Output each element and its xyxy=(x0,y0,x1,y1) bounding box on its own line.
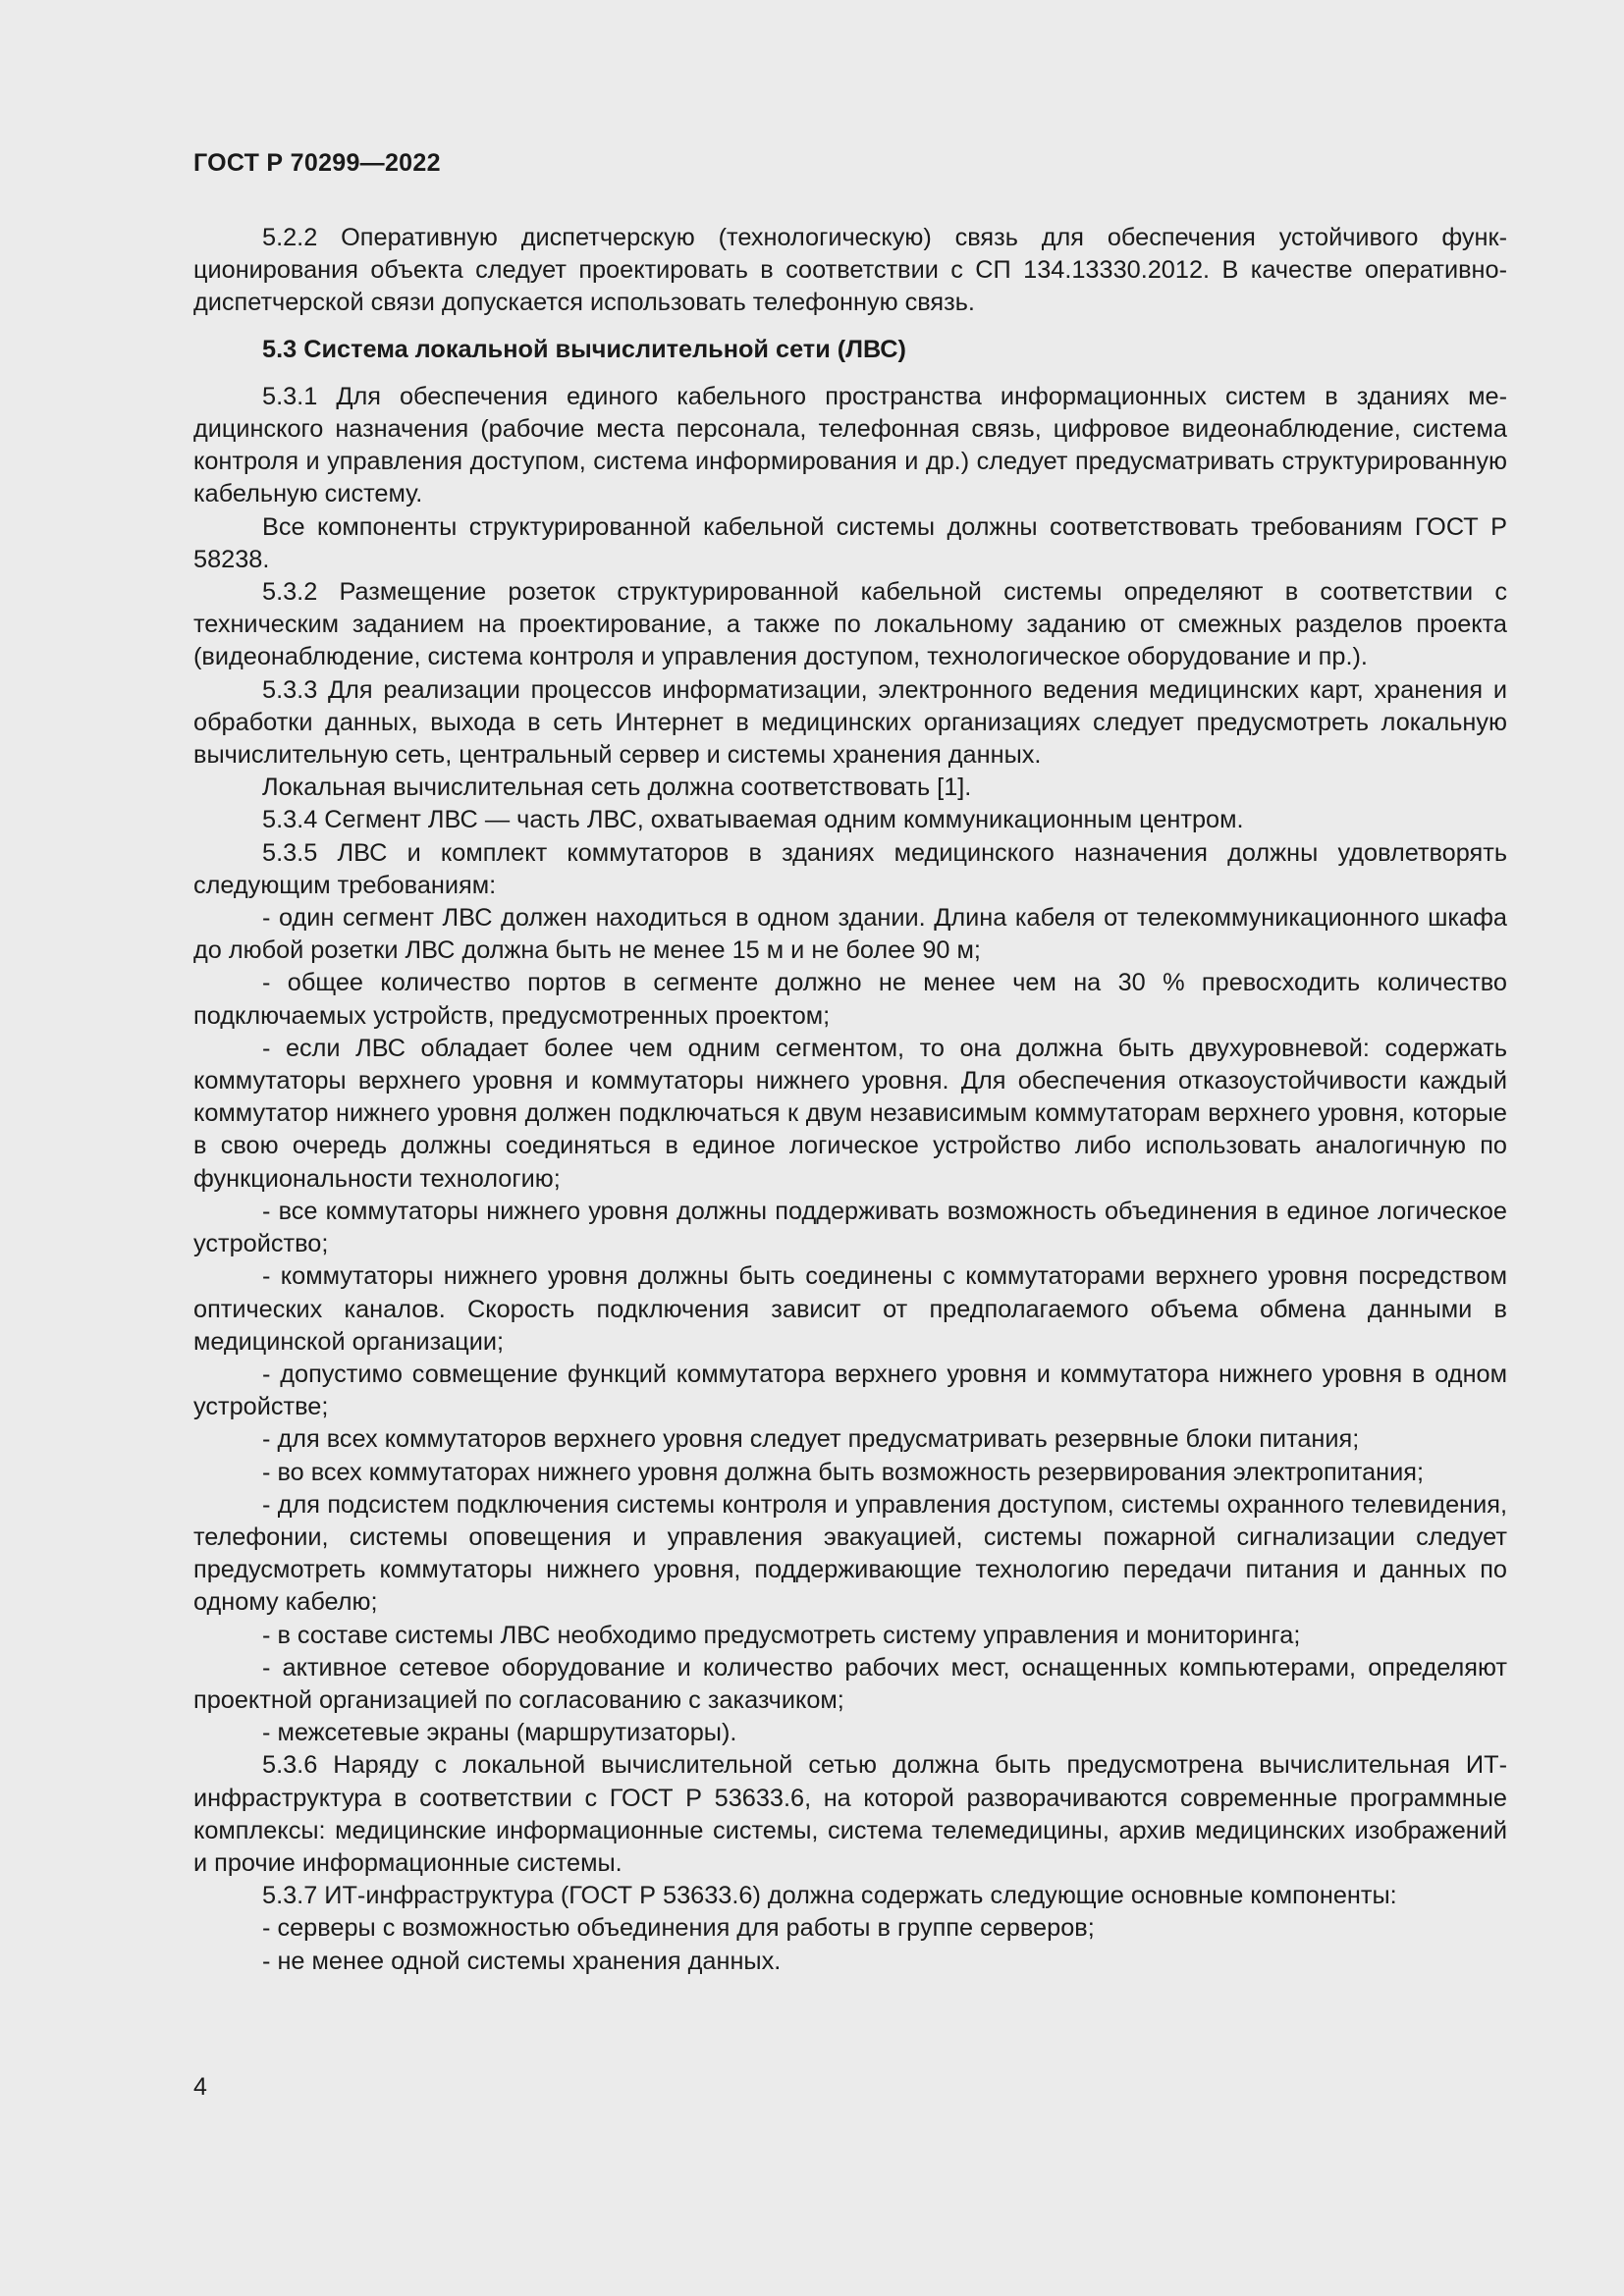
paragraph-5-3-2: 5.3.2 Размещение розеток структурированной кабельной системы определяют в соответствии с техническим заданием на проектирование, а также по локальному заданию от смежных разделов проекта (видеонаблюдение, система контроля и управления доступом, технологическое оборудование и пр.). xyxy=(193,578,1507,671)
list-item: - для подсистем подключения системы контроля и управления доступом, системы охранного телевидения, телефонии, системы оповещения и управления эвакуацией, системы пожарной сигнализации следует предусмотреть коммутаторы нижнего уровня, поддерживающие технологию передачи питания и данных по одному кабелю; xyxy=(193,1490,1507,1617)
list-item: - коммутаторы нижнего уровня должны быть соединены с коммутаторами верхнего уровня посредством оптических каналов. Скорость подключения зависит от предполагаемого объема обмена данными в медицинской организации; xyxy=(193,1262,1507,1356)
document-body xyxy=(193,222,1507,1978)
list-item: - если ЛВС обладает более чем одним сегментом, то она должна быть двухуровневой: содержать коммутаторы верхнего уровня и коммутаторы нижнего уровня. Для обеспечения отказоустойчивости каждый коммутатор нижнего уровня должен подключаться к двум независимым коммутаторам верхнего уровня, которые в свою очередь должны соединяться в единое логическое устройство либо использовать аналогичную по функциональности технологию; xyxy=(193,1034,1507,1193)
list-item: - во всех коммутаторах нижнего уровня должна быть возможность резервирования электропитания; xyxy=(262,1458,1424,1486)
document-header: ГОСТ Р 70299—2022 xyxy=(193,149,441,177)
list-item: - межсетевые экраны (маршрутизаторы). xyxy=(262,1719,737,1747)
list-item: - все коммутаторы нижнего уровня должны поддерживать возможность объединения в единое логическое устройство; xyxy=(193,1197,1507,1258)
list-item: - допустимо совмещение функций коммутатора верхнего уровня и коммутатора нижнего уровня в одном устройстве; xyxy=(193,1360,1507,1421)
paragraph-5-2-2: 5.2.2 Оперативную диспетчерскую (технологическую) связь для обеспечения устойчивого функционирования объекта следует проектировать в соответствии с СП 134.13330.2012. В качестве оперативно-диспетчерской связи допускается использовать телефонную связь. xyxy=(193,224,1507,317)
paragraph: Все компоненты структурированной кабельной системы должны соответствовать требованиям ГОСТ Р 58238. xyxy=(193,512,1507,573)
list-item: - не менее одной системы хранения данных. xyxy=(262,1947,782,1975)
paragraph-5-3-4: 5.3.4 Сегмент ЛВС — часть ЛВС, охватываемая одним коммуникационным центром. xyxy=(262,806,1244,834)
page-number: 4 xyxy=(193,2073,207,2101)
section-heading-5-3: 5.3 Система локальной вычислительной сети (ЛВС) xyxy=(262,335,906,363)
list-item: - активное сетевое оборудование и количество рабочих мест, оснащенных компьютерами, определяют проектной организацией по согласованию с заказчиком; xyxy=(193,1653,1507,1714)
list-item: - общее количество портов в сегменте должно не менее чем на 30 % превосходить количество подключаемых устройств, предусмотренных проектом; xyxy=(193,969,1507,1030)
list-item: - серверы с возможностью объединения для работы в группе серверов; xyxy=(262,1914,1095,1943)
paragraph-5-3-6: 5.3.6 Наряду с локальной вычислительной сетью должна быть предусмотрена вычислительная ИТ-инфраструктура в соответствии с ГОСТ Р 53633.6, на которой разворачиваются современные программные комплексы: медицинские информационные системы, система телемедицины, архив медицинских изображений и прочие информационные системы. xyxy=(193,1751,1507,1877)
list-item: - для всех коммутаторов верхнего уровня следует предусматривать резервные блоки питания; xyxy=(262,1425,1360,1454)
paragraph: Локальная вычислительная сеть должна соответствовать [1]. xyxy=(262,774,972,802)
paragraph-5-3-7: 5.3.7 ИТ-инфраструктура (ГОСТ Р 53633.6) должна содержать следующие основные компоненты: xyxy=(262,1882,1397,1910)
paragraph-5-3-3: 5.3.3 Для реализации процессов информатизации, электронного ведения медицинских карт, хранения и обработки данных, выхода в сеть Интернет в медицинских организациях следует предусмотреть локальную вычислительную сеть, центральный сервер и системы хранения данных. xyxy=(193,675,1507,770)
list-item: - в составе системы ЛВС необходимо предусмотреть систему управления и мониторинга; xyxy=(262,1621,1301,1649)
list-item: - один сегмент ЛВС должен находиться в одном здании. Длина кабеля от телекоммуникационного шкафа до любой розетки ЛВС должна быть не менее 15 м и не более 90 м; xyxy=(193,904,1507,965)
paragraph-5-3-1: 5.3.1 Для обеспечения единого кабельного пространства информационных систем в зданиях медицинского назначения (рабочие места персонала, телефонная связь, цифровое видеонаблюдение, система контроля и управления доступом, система информирования и др.) следует предусматривать структурированную кабельную систему. xyxy=(193,382,1507,508)
paragraph-5-3-5: 5.3.5 ЛВС и комплект коммутаторов в зданиях медицинского назначения должны удовлетворять следующим требованиям: xyxy=(193,838,1507,899)
